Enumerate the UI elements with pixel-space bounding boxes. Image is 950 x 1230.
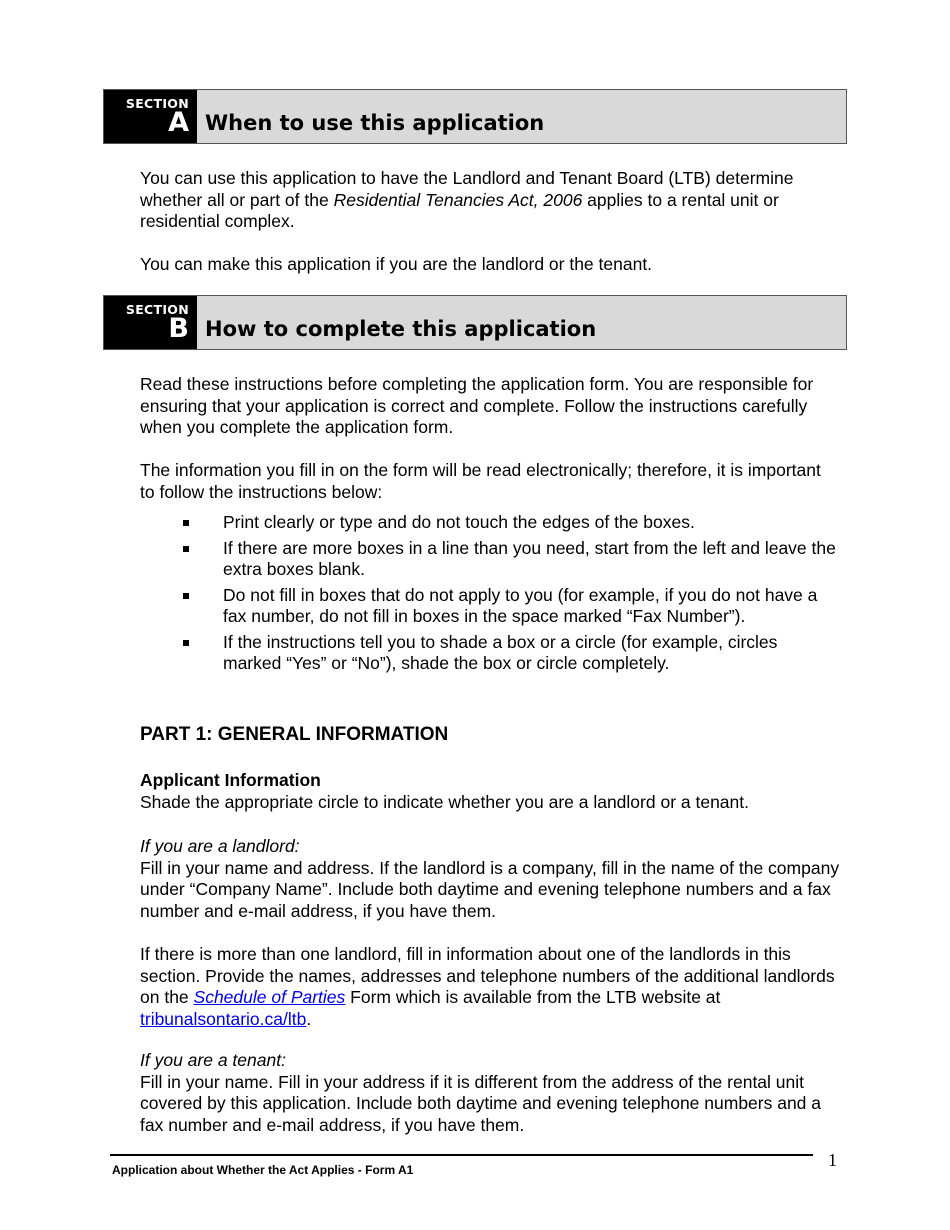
footer-divider bbox=[110, 1154, 813, 1156]
section-a-paragraph-2: You can make this application if you are the landlord or the tenant. bbox=[140, 254, 653, 274]
bullet-square-icon bbox=[183, 520, 189, 526]
section-a-letter: A bbox=[168, 107, 189, 138]
section-b-title: How to complete this application bbox=[205, 317, 597, 341]
page-number: 1 bbox=[828, 1150, 837, 1170]
section-b-header bbox=[103, 295, 847, 350]
section-a-title: When to use this application bbox=[205, 111, 545, 135]
section-a-p1-text: You can use this application to have the Landlord and Tenant Board (LTB) determine whether all or part of the bbox=[140, 168, 794, 210]
list-item-text: If there are more boxes in a line than you need, start from the left and leave the extra boxes blank. bbox=[223, 537, 836, 579]
section-a-tag bbox=[104, 90, 197, 143]
list-item-text: If the instructions tell you to shade a box or a circle (for example, circles marked “Yes” or “No”), shade the box or circle completely. bbox=[223, 631, 778, 673]
multiple-landlords-paragraph bbox=[140, 944, 840, 1030]
tenant-text: Fill in your name. Fill in your address if it is different from the address of the rental unit covered by this application. Include both daytime and evening telephone numbers and a fax number and e-mail address, if you have them. bbox=[140, 1071, 822, 1135]
section-b-paragraph-2: The information you fill in on the form will be read electronically; therefore, it is important to follow the instructions below: bbox=[140, 460, 821, 502]
bullet-square-icon bbox=[183, 593, 189, 599]
instruction-list bbox=[140, 512, 840, 679]
landlord-block bbox=[140, 836, 840, 922]
applicant-information-block bbox=[140, 770, 840, 813]
schedule-of-parties-link[interactable]: Schedule of Parties bbox=[193, 987, 346, 1007]
section-a-header bbox=[103, 89, 847, 144]
part-1-heading: PART 1: GENERAL INFORMATION bbox=[140, 724, 449, 745]
applicant-information-text: Shade the appropriate circle to indicate whether you are a landlord or a tenant. bbox=[140, 791, 749, 812]
section-a-paragraph-1 bbox=[140, 168, 840, 233]
landlord-text: Fill in your name and address. If the landlord is a company, fill in the name of the company under “Company Name”. Include both daytime and evening telephone numbers and a fax number and e-mail address, if you have them. bbox=[140, 857, 840, 921]
footer-form-title: Application about Whether the Act Applies - Form A1 bbox=[112, 1163, 414, 1177]
list-item bbox=[140, 538, 840, 581]
list-item bbox=[140, 512, 840, 534]
list-item-text: Print clearly or type and do not touch the edges of the boxes. bbox=[223, 512, 695, 532]
section-a-p1-text-end: applies to a rental unit or residential complex. bbox=[140, 189, 779, 231]
list-item-text: Do not fill in boxes that do not apply to you (for example, if you do not have a fax number, do not fill in boxes in the space marked “Fax Number”). bbox=[223, 584, 818, 626]
list-item bbox=[140, 632, 840, 675]
landlord-heading: If you are a landlord: bbox=[140, 836, 300, 856]
bullet-square-icon bbox=[183, 546, 189, 552]
ltb-website-link[interactable]: tribunalsontario.ca/ltb bbox=[140, 1008, 307, 1029]
multiple-landlords-text-middle: Form which is available from the LTB website at bbox=[345, 987, 721, 1007]
tenant-heading: If you are a tenant: bbox=[140, 1050, 286, 1070]
section-b-word: SECTION bbox=[125, 302, 189, 317]
bullet-square-icon bbox=[183, 640, 189, 646]
section-b-tag bbox=[104, 296, 197, 349]
multiple-landlords-text-end: . bbox=[306, 1008, 312, 1029]
list-item bbox=[140, 585, 840, 628]
applicant-information-heading: Applicant Information bbox=[140, 770, 321, 790]
act-name: Residential Tenancies Act, 2006 bbox=[333, 189, 583, 210]
section-b-letter: B bbox=[168, 313, 189, 344]
section-a-word: SECTION bbox=[125, 96, 189, 111]
multiple-landlords-text: If there is more than one landlord, fill in information about one of the landlords in this section. Provide the names, addresses and telephone numbers of the additional landlords on the bbox=[140, 944, 835, 1007]
tenant-block bbox=[140, 1050, 840, 1136]
section-b-paragraph-1: Read these instructions before completing the application form. You are responsible for ensuring that your application is correct and complete. Follow the instructions carefully when you complete the application form. bbox=[140, 374, 814, 437]
